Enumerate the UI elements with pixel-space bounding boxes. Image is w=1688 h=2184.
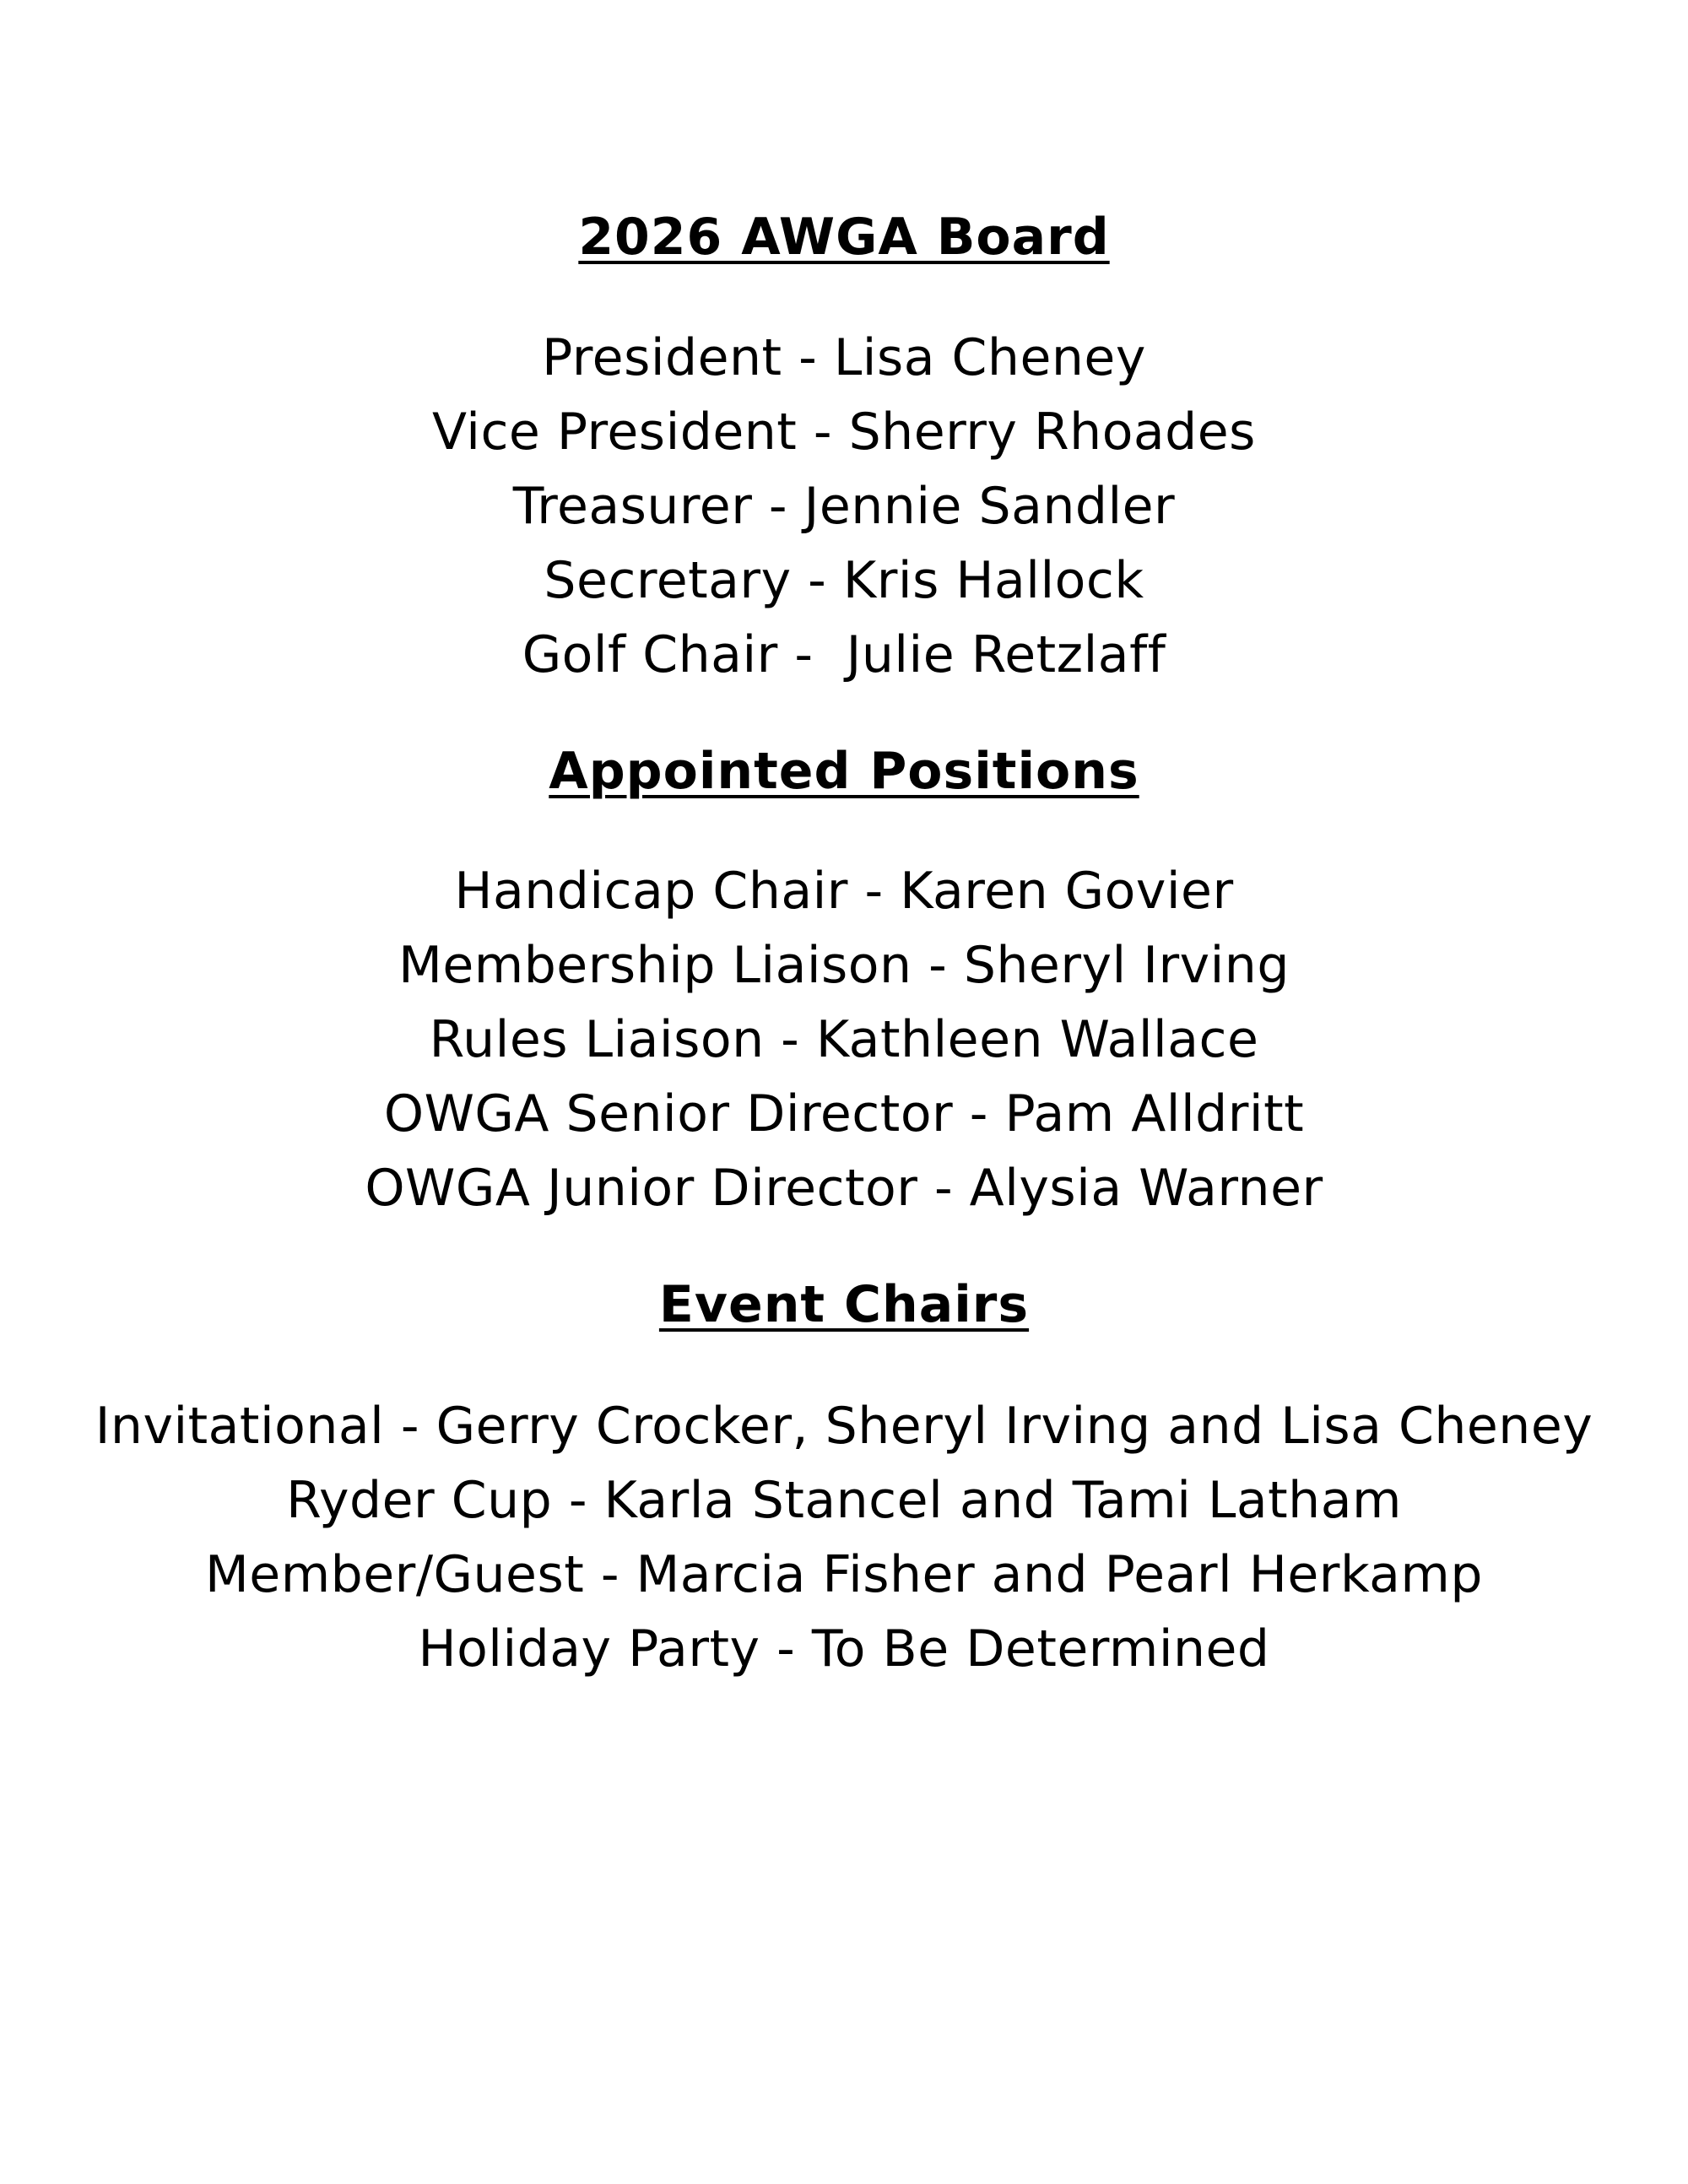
appointed-member-rules-liaison: Rules Liaison - Kathleen Wallace — [429, 1010, 1259, 1069]
event-chair-member-guest: Member/Guest - Marcia Fisher and Pearl Herkamp — [205, 1545, 1483, 1604]
events-title: Event Chairs — [658, 1275, 1030, 1334]
board-members-list — [0, 321, 1688, 692]
appointed-title: Appointed Positions — [549, 742, 1139, 801]
appointed-member-junior-director: OWGA Junior Director - Alysia Warner — [365, 1159, 1323, 1218]
board-member-secretary: Secretary - Kris Hallock — [544, 551, 1144, 610]
board-title: 2026 AWGA Board — [578, 208, 1110, 267]
board-section-heading — [0, 207, 1688, 268]
event-chairs-list — [0, 1389, 1688, 1686]
event-chair-invitational: Invitational - Gerry Crocker, Sheryl Irving and Lisa Cheney — [95, 1397, 1593, 1456]
appointed-section-heading — [0, 741, 1688, 802]
appointed-member-handicap-chair: Handicap Chair - Karen Govier — [454, 862, 1234, 921]
appointed-members-list — [0, 854, 1688, 1225]
event-chair-holiday-party: Holiday Party - To Be Determined — [418, 1619, 1270, 1679]
board-member-vice-president: Vice President - Sherry Rhoades — [432, 403, 1256, 462]
board-member-golf-chair: Golf Chair - Julie Retzlaff — [522, 625, 1166, 684]
board-member-president: President - Lisa Cheney — [542, 328, 1146, 387]
event-section-heading — [0, 1274, 1688, 1335]
event-chair-ryder-cup: Ryder Cup - Karla Stancel and Tami Latham — [286, 1471, 1402, 1530]
appointed-member-membership-liaison: Membership Liaison - Sheryl Irving — [398, 936, 1290, 995]
appointed-member-senior-director: OWGA Senior Director - Pam Alldritt — [383, 1084, 1305, 1143]
board-member-treasurer: Treasurer - Jennie Sandler — [512, 477, 1176, 536]
